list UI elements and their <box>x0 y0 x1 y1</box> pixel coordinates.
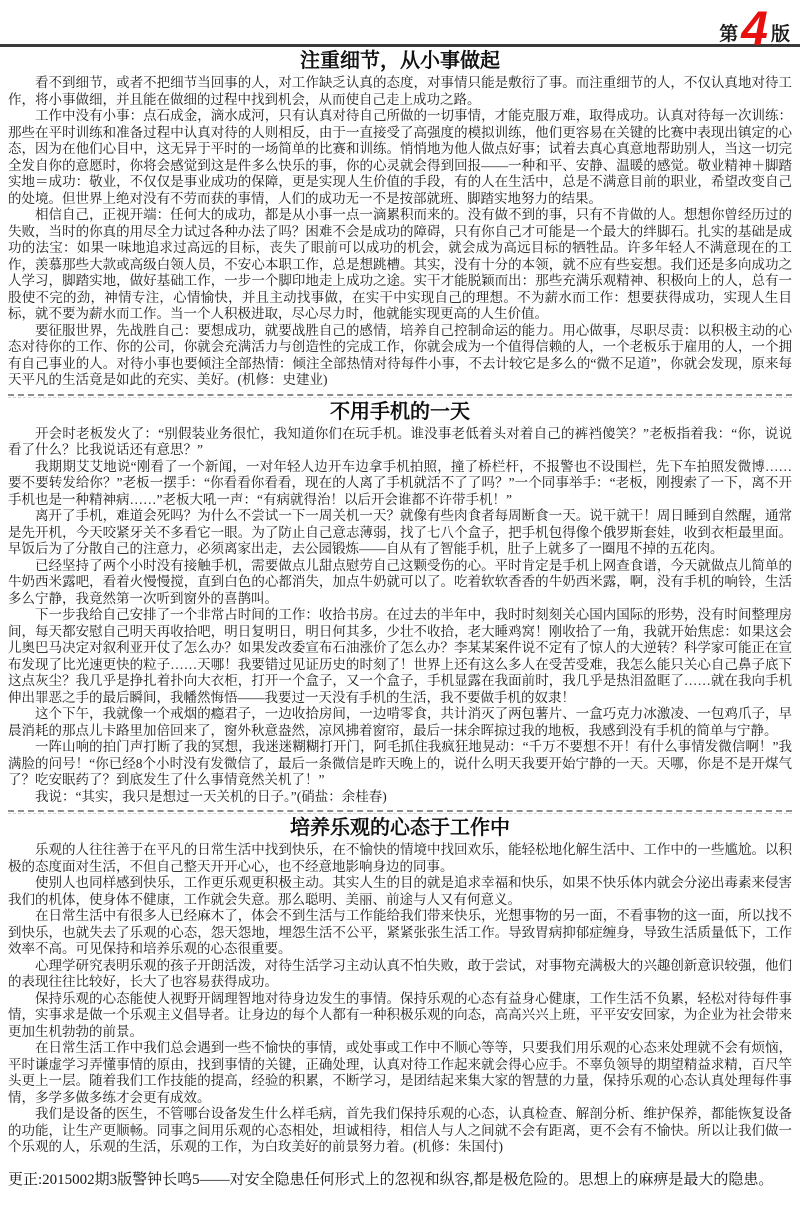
article-title: 培养乐观的心态于工作中 <box>290 817 510 839</box>
article-title: 不用手机的一天 <box>330 400 470 423</box>
paragraph: 下一步我给自己安排了一个非常占时间的工作：收拾书房。在过去的半年中，我时时刻刻关心国内国际的形势，没有时间整理房间，每天都安慰自己明天再收拾吧，明日复明日，明日何其多，少壮不收拾，老大睡鸡窝！刚收拾了一角，我就开始焦虑：如果这会儿奥巴马决定对叙利亚开仗了怎么办？如果发改委宣布石油涨价了怎么办？李某某案件说不定有了惊人的大逆转？科学家可能正在宣布发现了比光速更快的粒子……天哪！我要错过见证历史的时刻了！世界上还有这么多人在受苦受难，我怎么能只关心自己鼻子底下这点灰尘？我几乎是挣扎着扑向大衣柜，打开一个盒子，又一个盒子，手机显露在我面前时，我几乎是热泪盈眶了……就在我向手机伸出罪恶之手的最后瞬间，我幡然悔悟——我要过一天没有手机的生活，我不要做手机的奴隶！ <box>8 607 792 705</box>
page-number-suffix: 版 <box>770 24 790 45</box>
article-no-phone-day <box>8 401 792 806</box>
paragraph: 我们是设备的医生，不管哪台设备发生什么样毛病，首先我们保持乐观的心态，认真检查、解剖分析、维护保养，都能恢复设备的功能，让生产更顺畅。同事之间用乐观的心态相处，坦诚相待，相信人与人之间就不会有距离，更不会有不愉快。所以让我们做一个乐观的人，乐观的生活，乐观的工作，为白玫美好的前景努力着。(机修：朱国付) <box>8 1106 792 1154</box>
paragraph: 心理学研究表明乐观的孩子开朗活泼，对待生活学习主动认真不怕失败，敢于尝试，对事物充满极大的兴趣创新意识较强，他们的表现往往比较好，长大了也容易获得成功。 <box>8 957 792 989</box>
article-divider <box>8 810 792 814</box>
article-optimism <box>8 817 792 1156</box>
article-details <box>8 50 792 389</box>
paragraph: 开会时老板发火了：“别假装业务很忙，我知道你们在玩手机。谁没事老低着头对着自己的裤裆傻笑？”老板指着我：“你，说说看了什么？比我说话还有意思？” <box>8 425 792 457</box>
paragraph: 已经坚持了两个小时没有接触手机，需要做点儿甜点慰劳自己这颗受伤的心。平时肯定是手机上网查食谱，今天就做点儿简单的牛奶西米露吧，看着火慢慢搅，直到白色的心都消失，加点牛奶就可以了。吃着软软香香的牛奶西米露，啊，没有手机的响铃，生活多么宁静，我竟然第一次听到窗外的喜鹊叫。 <box>8 557 792 606</box>
paragraph: 我期期艾艾地说“刚看了一个新闻，一对年轻人边开车边拿手机拍照，撞了桥栏杆，不报警也不设围栏，先下车拍照发微博……要不要转发给你？”老板一摆手：“你看看你看看，现在的人离了手机就活不了了吗？”一个同事举手：“老板，刚搜索了一下，离不开手机也是一种精神病……”老板大吼一声：“有病就得治！以后开会谁都不许带手机！” <box>8 458 792 507</box>
paragraph: 乐观的人往往善于在平凡的日常生活中找到快乐，在不愉快的情境中找回欢乐，能轻松地化解生活中、工作中的一些尴尬。以积极的态度面对生活，不但自己整天开开心心，也不经意地影响身边的同事。 <box>8 842 792 874</box>
article-divider <box>8 394 792 398</box>
masthead-rule <box>0 44 800 47</box>
paragraph: 看不到细节，或者不把细节当回事的人，对工作缺乏认真的态度，对事情只能是敷衍了事。而注重细节的人，不仅认真地对待工作，将小事做细，并且能在做细的过程中找到机会，从而使自己走上成功之路。 <box>8 75 792 107</box>
paragraph: 这个下午，我就像一个戒烟的瘾君子，一边收拾房间，一边啃零食，共计消灭了两包薯片、一盒巧克力冰激凌、一包鸡爪子，早晨消耗的那点儿卡路里加倍回来了，窗外秋意盎然，凉风拂着窗帘，最后一抹余晖掠过我的地板，我感到没有手机的简单与宁静。 <box>8 706 792 738</box>
paragraph: 使别人也同样感到快乐，工作更乐观更积极主动。其实人生的目的就是追求幸福和快乐，如果不快乐体内就会分泌出毒素来侵害我们的机体，使身体不健康，工作就会失意。那么聪明、美丽、前途与人又有何意义。 <box>8 875 792 907</box>
page-number-label <box>719 2 790 56</box>
paragraph: 在日常生活工作中我们总会遇到一些不愉快的事情，或处事或工作中不顺心等等，只要我们用乐观的心态来处理就不会有烦恼，平时谦虚学习弄懂事情的原由，找到事情的关键，正确处理，认真对待工作起来就会得心应手。不辜负领导的期望精益求精，百尺竿头更上一层。随着我们工作技能的提高，经验的积累，不断学习，是团结起来集大家的智慧的力量，保持乐观的心态认真处理每件事情，多学多做多练才会更有成效。 <box>8 1040 792 1105</box>
article-title: 注重细节，从小事做起 <box>300 50 500 72</box>
paragraph: 我说：“其实，我只是想过一天关机的日子。”(硝盐：余桂春) <box>35 788 387 804</box>
masthead <box>8 0 792 56</box>
page-number-prefix: 第 <box>719 24 739 45</box>
paragraph: 在日常生活中有很多人已经麻木了，体会不到生活与工作能给我们带来快乐，光想事物的另一面，不看事物的这一面，所以找不到快乐，也就失去了乐观的心态，怨天怨地，埋怨生活不公平，紧紧张张生活工作。导致胃病抑郁症缠身，导致生活质量低下，工作效率不高。可见保持和培养乐观的心态很重要。 <box>8 908 792 956</box>
paragraph: 要征服世界，先战胜自己：要想成功，就要战胜自己的感情，培养自己控制命运的能力。用心做事，尽职尽责：以积极主动的心态对待你的工作、你的公司，你就会充满活力与创造性的完成工作，你就会成为一个值得信赖的人，一个老板乐于雇用的人，一个拥有自己事业的人。对待小事也要倾注全部热情：倾注全部热情对待每件小事，不去计较它是多么的“微不足道”，你就会发现，原来每天平凡的生活竟是如此的充实、美好。(机修：史建业) <box>8 322 792 387</box>
paragraph: 离开了手机，难道会死吗？为什么不尝试一下一周关机一天？就像有些肉食者每周断食一天。说干就干！周日睡到自然醒，通常是先开机，今天咬紧牙关不多看它一眼。为了防止自己意志薄弱，找了七八个盒子，把手机包得像个俄罗斯套娃，收到衣柜最里面。早饭后为了分散自己的注意力，必须离家出走，去公园锻炼——自从有了智能手机，肚子上就多了一圈甩不掉的五花肉。 <box>8 508 792 556</box>
correction-note: 更正:2015002期3版警钟长鸣5——对安全隐患任何形式上的忽视和纵容,都是极危险的。思想上的麻痹是最大的隐患。 <box>8 1171 774 1188</box>
masthead-page-number: 4 <box>741 2 768 56</box>
paragraph: 相信自己，正视开端：任何大的成功，都是从小事一点一滴累积而来的。没有做不到的事，只有不肯做的人。想想你曾经历过的失败，当时的你真的用尽全力试过各种办法了吗？困难不会是成功的障碍，只有你自己才可能是一个最大的绊脚石。扎实的基础是成功的法宝：如果一味地追求过高远的目标，丧失了眼前可以成功的机会，就会成为高远目标的牺牲品。许多年轻人不满意现在的工作，羡慕那些大款或高级白领人员，不安心本职工作，总是想跳槽。其实，没有十分的本领，就不应有些妄想。我们还是多向成功之人学习，脚踏实地，做好基础工作，一步一个脚印地走上成功之途。实干才能脱颖而出：那些充满乐观精神、积极向上的人，总有一股使不完的劲，神情专注，心情愉快，并且主动找事做，在实干中实现自己的理想。不为薪水而工作：想要获得成功，实现人生目标，就不要为薪水而工作。当一个人积极进取，尽心尽力时，他就能实现更高的人生价值。 <box>8 207 792 321</box>
paragraph: 保持乐观的心态能使人视野开阔理智地对待身边发生的事情。保持乐观的心态有益身心健康，工作生活不负累，轻松对待每件事情，实事求是做一个乐观主义倡导者。让身边的每个人都有一种积极乐观的向态，高高兴兴上班，平平安安回家，为企业为社会带来更加生机勃勃的前景。 <box>8 990 792 1039</box>
paragraph: 工作中没有小事：点石成金，滴水成河，只有认真对待自己所做的一切事情，才能克服万难，取得成功。认真对待每一次训练：那些在平时训练和准备过程中认真对待的人则相反，由于一直接受了高强度的模拟训练，他们更容易在关键的比赛中表现出镇定的心态，因为在他们心目中，这无异于平时的一场简单的比赛和训练。悄悄地为他人做点好事；试着去真心真意地帮助别人，当这一切完全发自你的意愿时，你将会感觉到这是件多么快乐的事，你的心灵就会得到回报——一种和平、安静、温暖的感觉。敬业精神＋脚踏实地＝成功：敬业，不仅仅是事业成功的保障，更是实现人生价值的手段，有的人在生活中，总是不满意目前的职业，希望改变自己的处境。但世界上绝对没有不劳而获的事情，人们的成功无一不是按部就班、脚踏实地努力的结果。 <box>8 108 792 206</box>
paragraph: 一阵山响的拍门声打断了我的冥想，我迷迷糊糊打开门，阿毛抓住我疯狂地晃动：“千万不要想不开！有什么事情发微信啊！”我满脸的问号！“你已经8个小时没有发微信了，最后一条微信是昨天晚上的，说什么明天我要开始宁静的一天。天哪，你是不是开煤气了？吃安眠药了？到底发生了什么事情竟然关机了！” <box>8 739 792 787</box>
